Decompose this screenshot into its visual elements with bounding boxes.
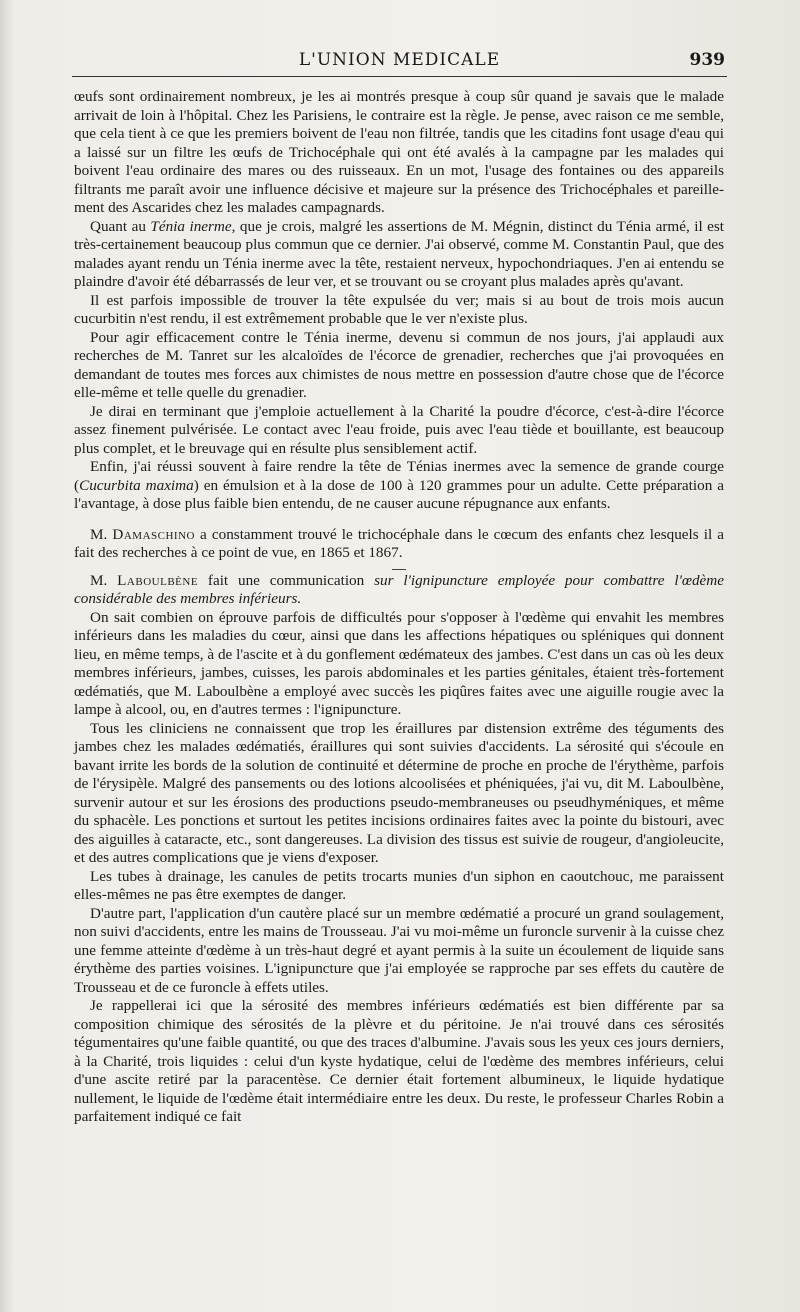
paragraph-4: Pour agir efficacement contre le Ténia inerme, devenu si commun de nos jours, j'ai applaudi aux recherches de M. Tanret sur les alcaloïdes de l'écorce de grenadier, recherches que j'ai provoquées en demandant de toutes mes forces aux chimistes de nous mettre en possession d'autre chose que de l'écorce elle-même et telle quelle du grenadier. [74, 328, 724, 401]
paragraph-5: Je dirai en terminant que j'emploie actuellement à la Charité la poudre d'écorce, c'est-à-dire l'écorce assez finement pulvérisée. Le contact avec l'eau froide, puis avec l'eau tiède et bouillante, est beaucoup plus complet, et le breuvage qui en résulte plus sensiblement actif. [74, 402, 724, 457]
paragraph-12: D'autre part, l'application d'un cautère placé sur un membre œdématié a procuré un grand soulagement, non suivi d'accidents, entre les mains de Trousseau. J'ai vu moi-même un furoncle survenir à la cuisse chez une femme atteinte d'œdème à un très-haut degré et ayant permis à la suite un écoulement de liquide sans érythème des parties voisines. L'ignipuncture que j'ai employée se rapproche par ses effets du cautère de Trousseau et de ce furoncle à effets utiles. [74, 904, 724, 996]
tenia-inerme-italic: Ténia inerme [150, 217, 232, 235]
paragraph-1: œufs sont ordinairement nombreux, je les ai montrés presque à coup sûr quand je savais que le malade arrivait de loin à l'hôpital. Chez les Parisiens, le contraire est la règle. Je pense, avec raison ce me semble, que cela tient à ce que les premiers boivent de l'eau non filtrée, tandis que les citadins font usage d'eau qui a laissé sur un filtre les œufs de Trichocéphale qui ont été avalés à la campagne par les malades qui boivent l'eau ordinaire des mares ou des ruisseaux. En un mot, l'usage des fontaines ou des appareils filtrants me paraît avoir une influence décisive et majeure sur la présence des Trichocéphales et pareillement des Ascarides chez les malades campagnards. [74, 88, 724, 216]
header-rule [72, 76, 727, 77]
cucurbita-italic: Cucurbita maxima [79, 476, 194, 494]
section-separator [392, 569, 406, 570]
running-head: L'UNION MEDICALE [298, 50, 501, 70]
paragraph-damaschino: M. Damaschino a constamment trouvé le trichocéphale dans le cœcum des enfants chez lesquels il a fait des recherches à ce point de vue, en 1865 et 1867. [74, 525, 724, 561]
speaker-laboulbene: Laboulbène [117, 571, 199, 589]
paragraph-2: Quant au Ténia inerme, que je crois, malgré les assertions de M. Mégnin, distinct du Ténia armé, il est très-certainement beaucoup plus commun que ce dernier. J'ai observé, comme M. Constantin Paul, que des malades ayant rendu un Ténia inerme avec la tête, restaient nerveux, hypochondriaques. J'en ai entendu se plaindre d'avoir été débarrassés de leur ver, et se trouvant ou se croyant plus malades après qu'avant. [74, 217, 725, 290]
paragraph-13: Je rappellerai ici que la sérosité des membres inférieurs œdématiés est bien différente par sa composition chimique des sérosités de la plèvre et du péritoine. Je n'ai trouvé dans ces sérosités tégumentaires qu'une faible quantité, ou que des traces d'albumine. J'avais sous les yeux ces jours derniers, à la Charité, trois liquides : celui d'un kyste hydatique, celui de l'œdème des membres inférieurs, celui d'une ascite retiré par la paracentèse. Ce dernier était fortement albumineux, le liquide hydatique nullement, le liquide de l'œdème était intermédiaire entre les deux. Du reste, le professeur Charles Robin a parfaitement indiqué ce fait [74, 997, 724, 1125]
article-body [74, 88, 724, 1127]
paragraph-3: Il est parfois impossible de trouver la tête expulsée du ver; mais si au bout de trois mois aucun cucurbitin n'est rendu, il est extrêmement probable que le ver n'existe plus. [74, 291, 724, 327]
page-number: 939 [689, 50, 725, 70]
page-header [72, 46, 727, 76]
paragraph-10: Tous les cliniciens ne connaissent que trop les éraillures par distension extrême des téguments des jambes chez les malades œdématiés, éraillures qui sont suivies d'accidents. La sérosité qui s'écoule en bavant irrite les bords de la solution de continuité et détermine de proche en proche de l'érythème, parfois de l'érysipèle. Malgré des pansements ou des lotions alcoolisées et phéniquées, j'ai vu, dit M. Laboulbène, survenir autour et sur les érosions des productions pseudo-membraneuses ou pseudhyméniques, et même du sphacèle. Les ponctions et surtout les petites incisions ordinaires faites avec la pointe du bistouri, avec des aiguilles à cataracte, etc., sont dangereuses. La division des tissus est suivie de rougeur, d'angioleucite, et des autres complications que je viens d'exposer. [74, 719, 724, 866]
paragraph-11: Les tubes à drainage, les canules de petits trocarts munies d'un siphon en caoutchouc, me paraissent elles-mêmes ne pas être exemptes de danger. [74, 867, 724, 903]
paragraph-laboulbene-intro: M. Laboulbène fait une communication sur l'ignipuncture employée pour combattre l'œdème considérable des membres inférieurs. [74, 571, 724, 607]
speaker-damaschino: Damaschino [112, 525, 195, 543]
paragraph-6: Enfin, j'ai réussi souvent à faire rendre la tête de Ténias inermes avec la semence de grande courge (Cucurbita maxima) en émulsion et à la dose de 100 à 120 grammes pour un adulte. Cette préparation a l'avantage, à dose plus faible bien entendu, de ne causer aucune répugnance aux enfants. [74, 458, 724, 512]
paragraph-9: On sait combien on éprouve parfois de difficultés pour s'opposer à l'œdème qui envahit les membres inférieurs dans les maladies du cœur, ainsi que dans les affections hépatiques ou spléniques qui donnent lieu, en même temps, à de l'ascite et à du gonflement œdémateux des jambes. C'est dans un cas où les deux membres inférieurs, jambes, cuisses, les parois abdominales et les parties génitales, étaient très-fortement œdématiés, que M. Laboulbène a employé avec succès les piqûres faites avec une aiguille rougie avec la lampe à alcool, ou, en d'autres termes : l'ignipuncture. [74, 608, 724, 718]
communication-title: sur l'ignipuncture employée pour combattre l'œdème considérable des membres inférieurs. [74, 571, 724, 607]
